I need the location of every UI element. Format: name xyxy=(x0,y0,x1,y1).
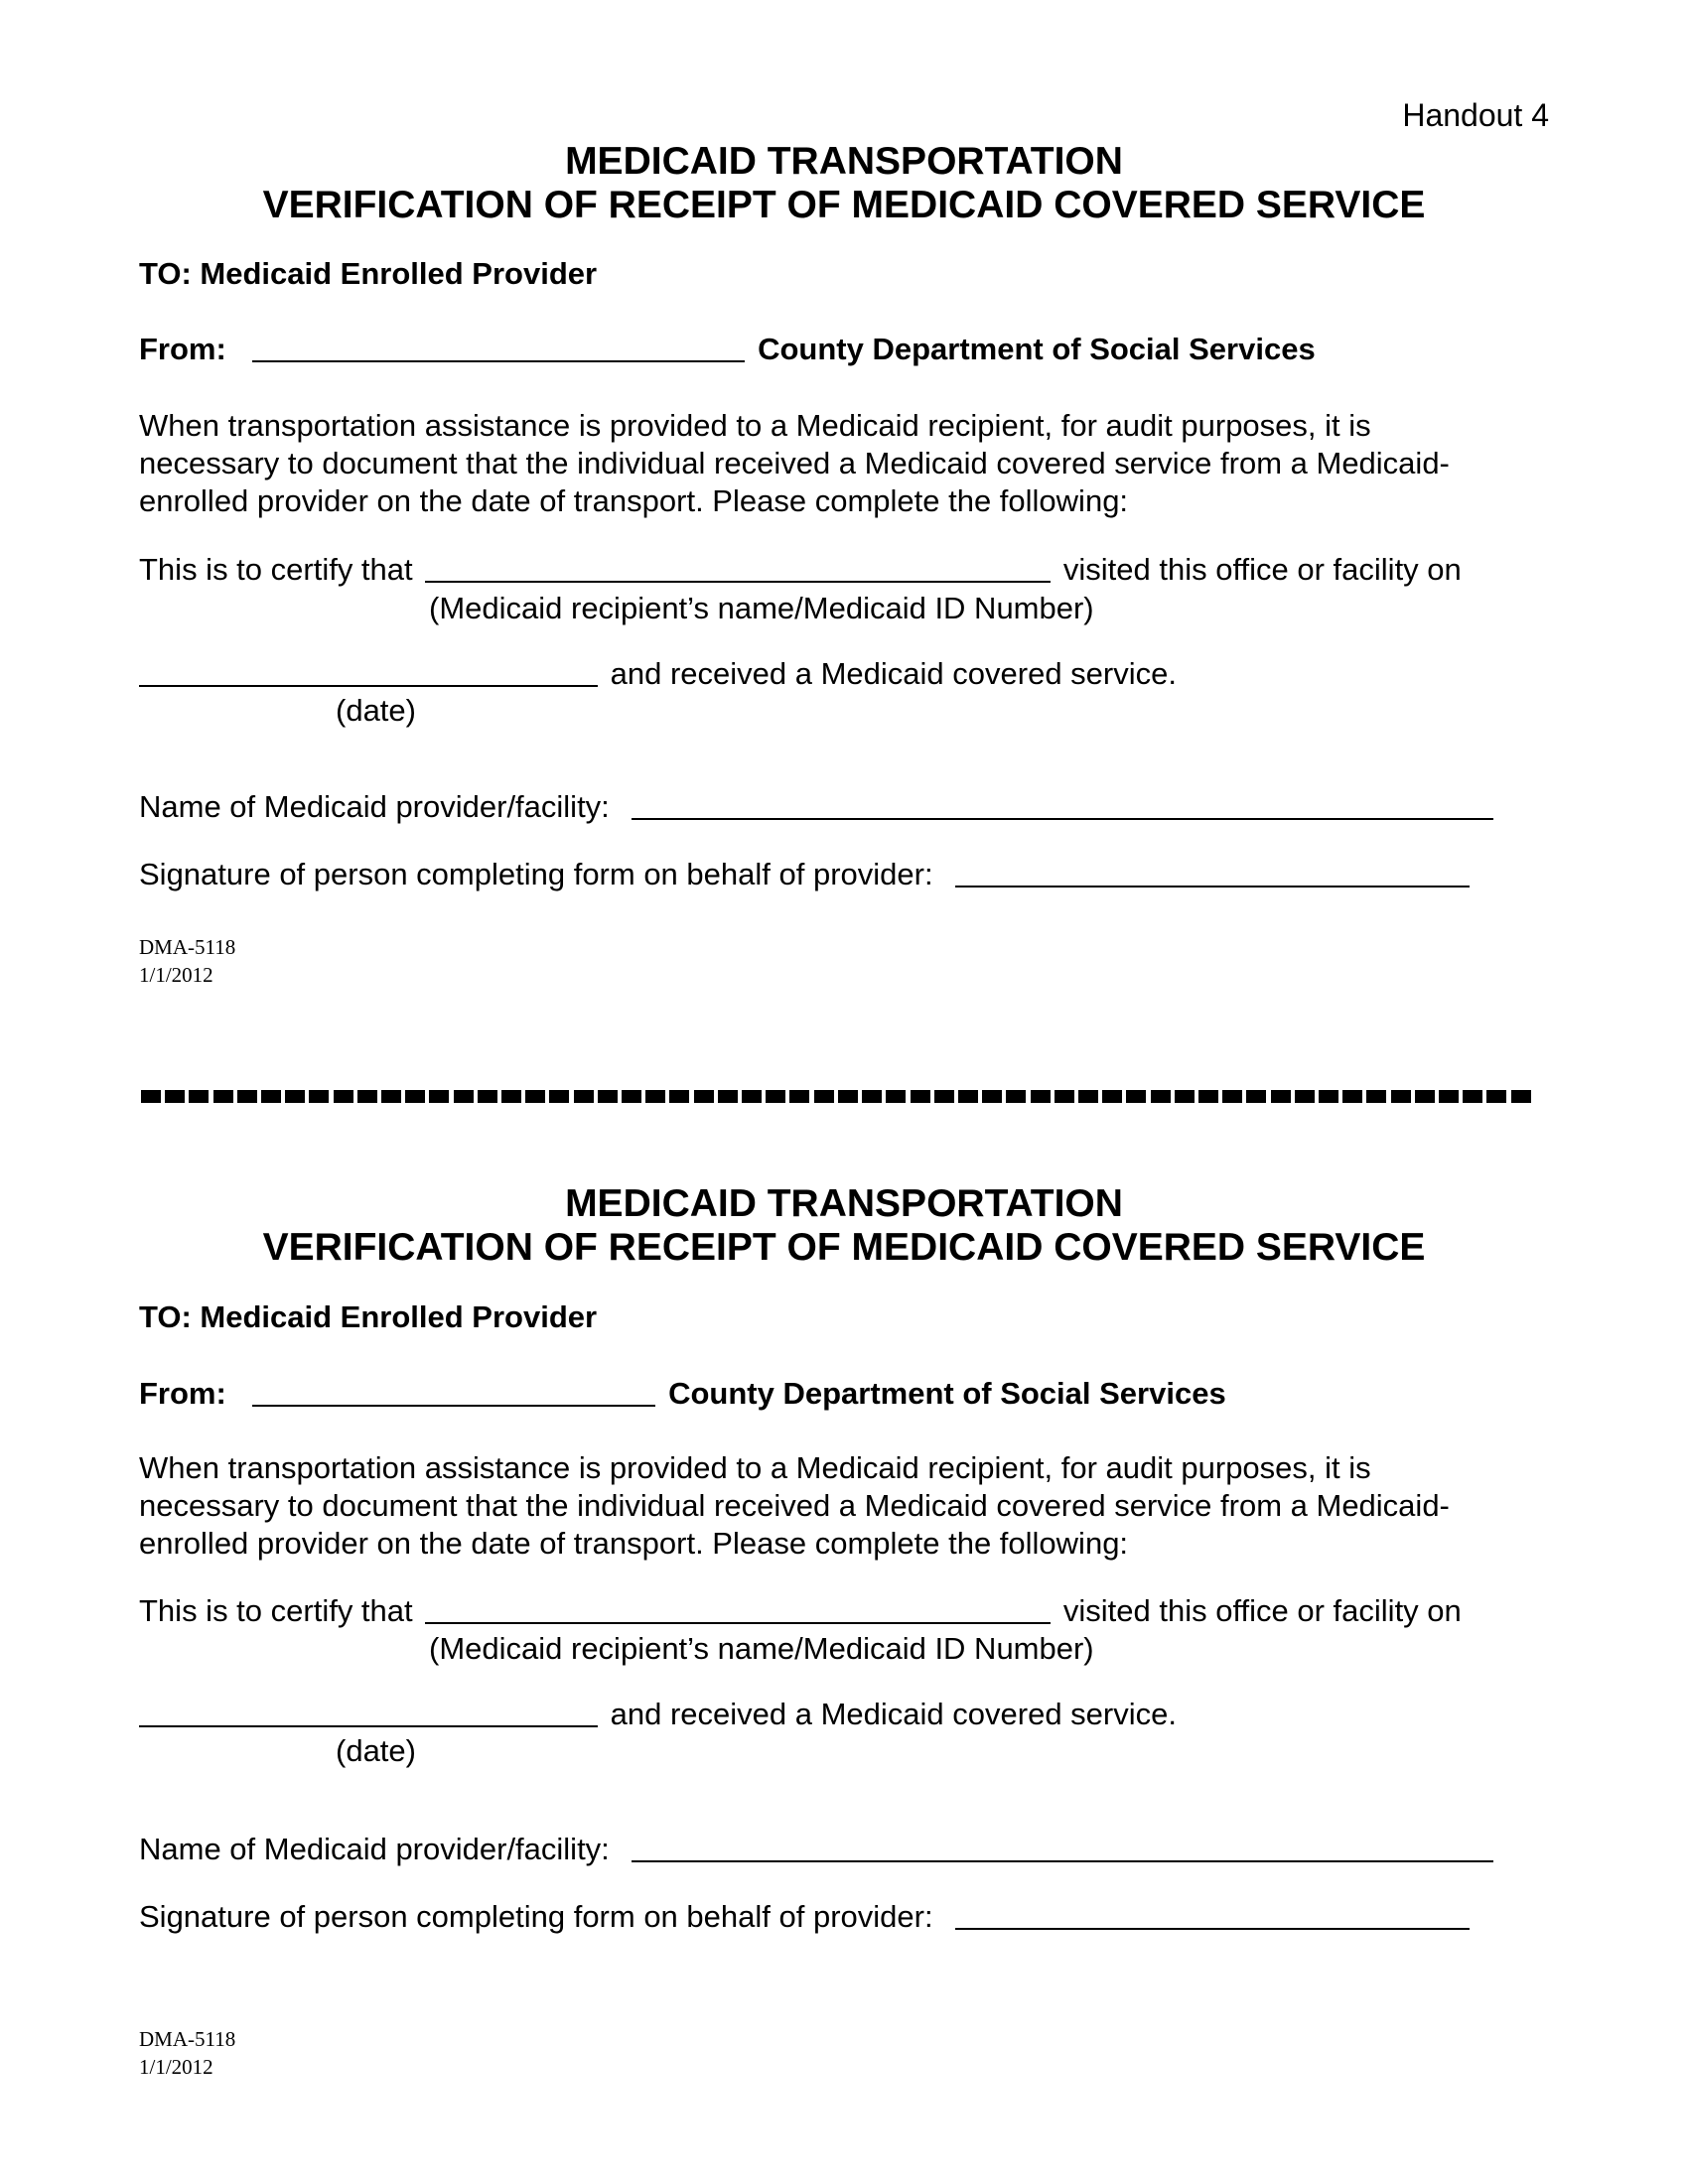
provider-line xyxy=(139,1831,1497,1868)
received-text: and received a Medicaid covered service. xyxy=(610,656,1177,691)
service-date-field[interactable] xyxy=(139,1725,598,1727)
intro-line-3: enrolled provider on the date of transport. Please complete the following: xyxy=(139,483,1129,518)
from-label: From: xyxy=(139,332,226,366)
county-name-field[interactable] xyxy=(252,360,745,362)
form-title-line1: MEDICAID TRANSPORTATION xyxy=(565,1182,1123,1225)
county-name-field[interactable] xyxy=(252,1405,655,1407)
signature-label: Signature of person completing form on behalf of provider: xyxy=(139,857,933,891)
form-title-line2: VERIFICATION OF RECEIPT OF MEDICAID COVERED SERVICE xyxy=(262,1226,1426,1269)
intro-line-1: When transportation assistance is provided to a Medicaid recipient, for audit purposes, it is xyxy=(139,1450,1371,1485)
intro-line-2: necessary to document that the individual received a Medicaid covered service from a Medicaid- xyxy=(139,1488,1450,1523)
received-line xyxy=(139,1696,1177,1733)
signature-label: Signature of person completing form on behalf of provider: xyxy=(139,1899,933,1934)
form-date: 1/1/2012 xyxy=(139,2055,213,2079)
recipient-name-field[interactable] xyxy=(425,581,1051,583)
service-date-field[interactable] xyxy=(139,685,598,687)
from-suffix: County Department of Social Services xyxy=(668,1376,1226,1411)
cut-line-divider xyxy=(141,1090,1531,1106)
provider-label: Name of Medicaid provider/facility: xyxy=(139,1832,610,1866)
from-label: From: xyxy=(139,1376,226,1411)
provider-name-field[interactable] xyxy=(632,1860,1493,1862)
certify-prefix: This is to certify that xyxy=(139,1593,413,1628)
form-number: DMA-5118 xyxy=(139,2027,236,2051)
received-text: and received a Medicaid covered service. xyxy=(610,1697,1177,1731)
form-date: 1/1/2012 xyxy=(139,963,213,987)
certify-line xyxy=(139,551,1462,589)
recipient-caption: (Medicaid recipient’s name/Medicaid ID Number) xyxy=(429,1631,1094,1666)
signature-line xyxy=(139,1898,1474,1936)
intro-line-2: necessary to document that the individual received a Medicaid covered service from a Medicaid- xyxy=(139,446,1450,480)
signature-field[interactable] xyxy=(955,1928,1470,1930)
form-number: DMA-5118 xyxy=(139,935,236,959)
certify-line xyxy=(139,1592,1462,1630)
date-caption: (date) xyxy=(336,693,416,728)
recipient-caption: (Medicaid recipient’s name/Medicaid ID Number) xyxy=(429,591,1094,625)
from-line xyxy=(139,1376,1226,1412)
signature-field[interactable] xyxy=(955,886,1470,887)
date-caption: (date) xyxy=(336,1733,416,1768)
recipient-name-field[interactable] xyxy=(425,1622,1051,1624)
certify-prefix: This is to certify that xyxy=(139,552,413,587)
from-suffix: County Department of Social Services xyxy=(758,332,1316,366)
form-title-line1: MEDICAID TRANSPORTATION xyxy=(565,140,1123,183)
handout-label: Handout 4 xyxy=(1402,97,1549,133)
intro-line-3: enrolled provider on the date of transport. Please complete the following: xyxy=(139,1526,1129,1561)
received-line xyxy=(139,655,1177,693)
from-line xyxy=(139,332,1316,367)
signature-line xyxy=(139,856,1474,893)
provider-name-field[interactable] xyxy=(632,818,1493,820)
form-title-line2: VERIFICATION OF RECEIPT OF MEDICAID COVERED SERVICE xyxy=(262,184,1426,226)
provider-line xyxy=(139,788,1497,826)
provider-label: Name of Medicaid provider/facility: xyxy=(139,789,610,824)
intro-line-1: When transportation assistance is provided to a Medicaid recipient, for audit purposes, it is xyxy=(139,408,1371,443)
to-line: TO: Medicaid Enrolled Provider xyxy=(139,256,598,291)
certify-suffix: visited this office or facility on xyxy=(1062,1593,1462,1628)
to-line: TO: Medicaid Enrolled Provider xyxy=(139,1299,598,1334)
certify-suffix: visited this office or facility on xyxy=(1062,552,1462,587)
